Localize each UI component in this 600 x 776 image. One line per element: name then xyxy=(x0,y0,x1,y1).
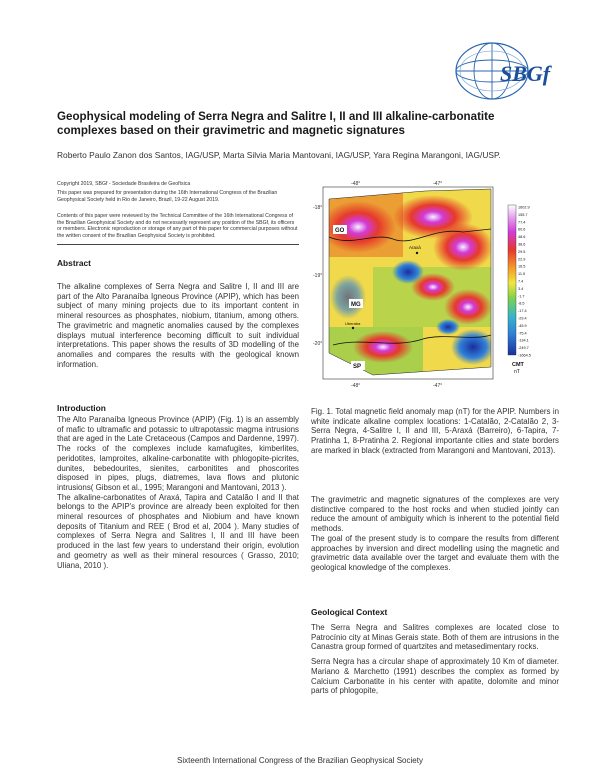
scale-tick-label: 38.6 xyxy=(518,242,526,247)
lat-label: -19° xyxy=(313,273,323,279)
abstract-heading: Abstract xyxy=(57,258,91,268)
lon-label: -47° xyxy=(433,383,443,389)
lat-label: -20° xyxy=(313,341,323,347)
scale-tick-label: 1602.9 xyxy=(518,205,530,210)
body-paragraph: The Serra Negra and Salitres complexes are located close to Patrocínio city at Minas Gerais state. Both of them are intrusions in the Canastra group formed of quartzites and metasedimentary rocks. xyxy=(311,623,559,652)
copyright-line: Copyright 2019, SBGf - Sociedade Brasileira de Geofísica xyxy=(57,181,191,187)
scale-tick-label: 7.4 xyxy=(518,279,524,284)
scale-tick-label: 77.4 xyxy=(518,220,526,225)
lat-label: -18° xyxy=(313,205,323,211)
page-footer: Sixteenth International Congress of the Brazilian Geophysical Society xyxy=(177,756,423,765)
state-label: GO xyxy=(335,228,345,234)
author-list: Roberto Paulo Zanon dos Santos, IAG/USP, Marta Silvia Maria Mantovani, IAG/USP, Yara Regina Marangoni, IAG/USP. xyxy=(57,150,501,160)
scale-tick-label: -8.5 xyxy=(518,301,525,306)
scale-unit: nT xyxy=(514,369,520,375)
scale-tick-label: -29.4 xyxy=(518,316,527,321)
state-label: MG xyxy=(351,302,361,308)
magnetic-anomaly-map xyxy=(313,177,557,401)
scale-tick-label: 48.6 xyxy=(518,235,526,240)
scale-tick-label: -17.4 xyxy=(518,309,527,314)
body-paragraph: The gravimetric and magnetic signatures of the complexes are very distinctive compared to the host rocks and when studied jointly can reduce the amount of ambiguity which is inherent to the potential field methods. xyxy=(311,495,559,534)
city-label: Araxá xyxy=(409,245,421,250)
color-scale xyxy=(508,205,516,355)
right-column-intro xyxy=(311,495,559,573)
introduction-paragraph: The Alto Paranaíba Igneous Province (APIP) (Fig. 1) is an assembly of mafic to ultramafic and potassic to ultrapotassic magma intrusions that are aged in the Late Cretaceous (Campos and Dardenne, 1997). The rocks of the complexes include kamafugites, kimberlites, peridotites, lamproites, alkaline-carbonatite with phlogopite-picrites, dunites, bebedourites, sienites, carbonitites and phoscorites disposed in pipes, plugs, diatremes, lava flows and plutonic intrusions( Gibson et al., 1995; Marangoni and Mantovani, 2013 ). xyxy=(57,415,299,492)
scale-tick-label: 22.9 xyxy=(518,257,526,262)
body-paragraph: The goal of the present study is to compare the results from different approaches by inversion and direct modelling using the magnetic and gravimetric data available over the target and evaluate them with the geological knowledge of the complexes. xyxy=(311,533,559,572)
paper-title: Geophysical modeling of Serra Negra and Salitre I, II and III alkaline-carbonatite complexes based on their gravimetric and magnetic signatures xyxy=(57,110,495,137)
scale-tick-label: 29.5 xyxy=(518,249,526,254)
anomaly-field xyxy=(320,187,495,379)
introduction-paragraph: The alkaline-carbonatites of Araxá, Tapira and Catalão I and II that belongs to the APIP's province are already been exploited for then mineral resources of phosphates and Niobium and have known deposits of Titanium and REE ( Brod et al, 2004 ). Many studies of complexes of Serra Negra and Salitres I, II and III have been produced in the last few years to understand their origin, evolution and geometry as well as their mineral resources ( Grasso, 2010; Uliana, 2010 ). xyxy=(57,492,299,570)
scale-tick-label: 155.7 xyxy=(518,212,528,217)
scale-tick-label: -1.7 xyxy=(518,294,525,299)
divider xyxy=(57,244,299,245)
scale-tick-label: 60.6 xyxy=(518,227,526,232)
scale-tick-label: -45.9 xyxy=(518,323,527,328)
abstract-text: The alkaline complexes of Serra Negra and Salitre I, II and III are part of the Alto Paranaíba Igneous Province (APIP), which has been subject of many mining projects due to its important content in mineral resources as phosphates, niobium, titanium, among others. The gravimetric and magnetic anomalies caused by the complexes displays mutual interference becoming difficult to suit individual interpretations. This paper shows the results of 3D modelling of the anomalies and compares the results with the geological known information. xyxy=(57,282,299,369)
geological-context-body xyxy=(311,623,559,701)
city-label: Uberaba xyxy=(345,321,361,326)
scale-tick-label: 11.5 xyxy=(518,272,526,277)
lon-label: -47° xyxy=(433,181,443,187)
review-notice: Contents of this paper were reviewed by the Technical Committee of the 16th International Congress of the Brazilian Geophysical Society and do not necessarily represent any position of the SBGf, its officers or members. Electronic reproduction or storage of any part of this paper for commercial purposes without the written consent of the Brazilian Geophysical Society is prohibited. xyxy=(57,213,298,239)
sbgf-logo xyxy=(452,40,552,102)
body-paragraph: Serra Negra has a circular shape of approximately 10 Km of diameter. Mariano & Marchetto (1991) describes the complex as formed by Calcium Carbonatite in his center with apatite, dolomite and minor parts of phlogopite, xyxy=(311,657,559,696)
scale-tick-label: -75.4 xyxy=(518,331,527,336)
state-label: SP xyxy=(353,364,362,370)
scale-tick-label: -1664.5 xyxy=(518,353,531,358)
figure-caption: Fig. 1. Total magnetic field anomaly map (nT) for the APIP. Numbers in white indicate alkaline complex locations: 1-Catalão, 2-Catalão 2, 3-Serra Negra, 4-Salitre I, II and III, 5-Araxá (Barreiro), 6-Tapira, 7-Pratinha 1, 8-Pratinha 2. Regional importante cities and state borders are marked in black (extracted from Marangoni and Mantovani, 2013). xyxy=(311,407,559,455)
introduction-body xyxy=(57,415,299,570)
lon-label: -48° xyxy=(351,181,361,187)
geological-context-heading: Geological Context xyxy=(311,607,388,617)
scale-tick-label: 3.4 xyxy=(518,286,524,291)
logo-wordmark: SBGf xyxy=(500,61,551,86)
lon-label: -48° xyxy=(351,383,361,389)
introduction-heading: Introduction xyxy=(57,403,106,413)
scale-tick-label: 16.5 xyxy=(518,264,526,269)
scale-title: CMT xyxy=(512,362,524,368)
scale-tick-label: -134.1 xyxy=(518,338,529,343)
scale-tick-label: -249.7 xyxy=(518,346,529,351)
copyright-block xyxy=(57,181,299,206)
presentation-notice: This paper was prepared for presentation during the 16th International Congress of the Brazilian Geophysical Society held in Rio de Janeiro, Brazil, 19-22 August 2019. xyxy=(57,190,278,203)
